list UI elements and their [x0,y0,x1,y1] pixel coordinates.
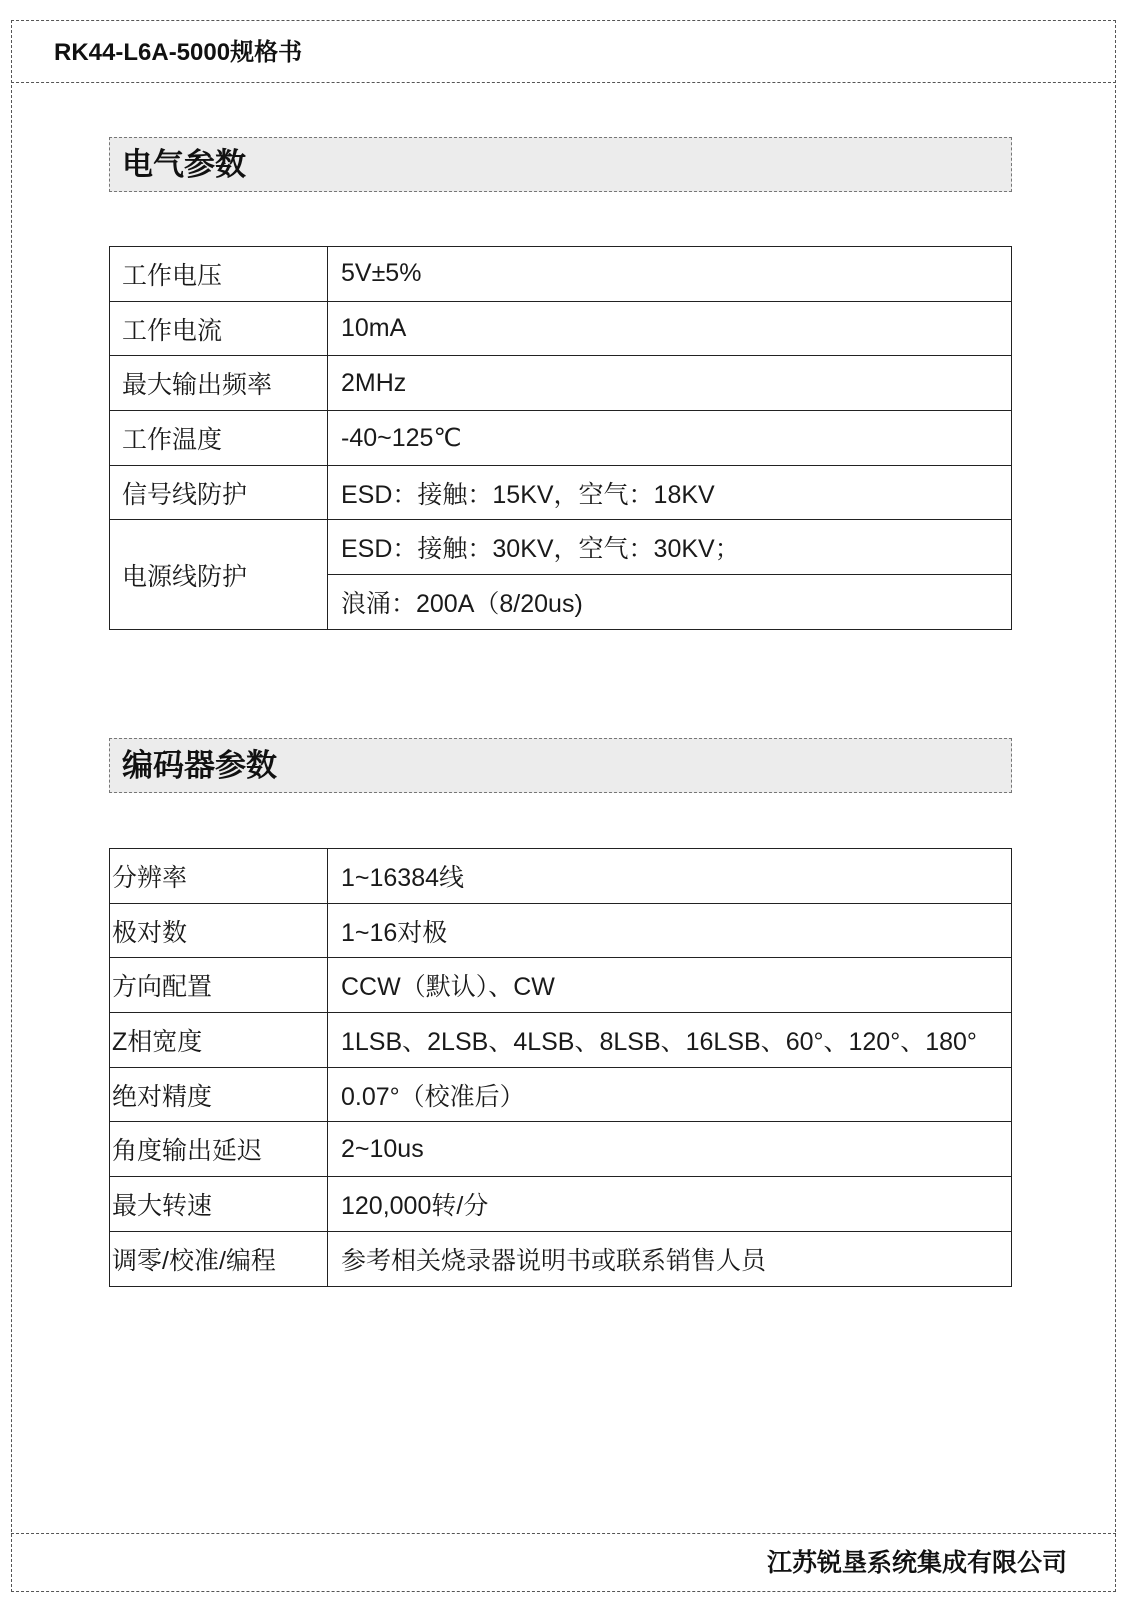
document-title: RK44-L6A-5000规格书 [54,39,303,66]
param-label: Z相宽度 [110,1013,328,1068]
param-value: 2~10us [328,1122,1012,1177]
header-divider [11,82,1116,83]
param-value: 参考相关烧录器说明书或联系销售人员 [328,1231,1012,1286]
table-row [110,520,1012,575]
param-label: 工作温度 [110,411,328,466]
table-row [110,958,1012,1013]
table-row [110,356,1012,411]
param-value: 5V±5% [328,247,1012,302]
table-row [110,247,1012,302]
param-value: 浪涌：200A（8/20us) [328,575,1012,630]
param-value: -40~125℃ [328,411,1012,466]
table-row [110,1177,1012,1232]
param-label: 最大转速 [110,1177,328,1232]
param-label: 角度输出延迟 [110,1122,328,1177]
encoder-parameters-table [109,848,1012,1287]
table-row [110,903,1012,958]
param-value: 0.07°（校准后） [328,1067,1012,1122]
param-label: 调零/校准/编程 [110,1231,328,1286]
param-value: ESD：接触：15KV，空气：18KV [328,465,1012,520]
param-label: 极对数 [110,903,328,958]
electrical-section-heading: 电气参数 [109,137,1012,192]
table-row [110,411,1012,466]
company-name: 江苏锐垦系统集成有限公司 [766,1549,1067,1577]
param-label: 绝对精度 [110,1067,328,1122]
param-label: 工作电流 [110,301,328,356]
param-value: 2MHz [328,356,1012,411]
encoder-section-heading: 编码器参数 [109,738,1012,793]
param-label: 方向配置 [110,958,328,1013]
param-label: 工作电压 [110,247,328,302]
param-value: 1LSB、2LSB、4LSB、8LSB、16LSB、60°、120°、180° [328,1013,1012,1068]
param-label: 信号线防护 [110,465,328,520]
table-row [110,1122,1012,1177]
param-value: CCW（默认）、CW [328,958,1012,1013]
param-value: 10mA [328,301,1012,356]
param-value: 1~16对极 [328,903,1012,958]
param-value: ESD：接触：30KV，空气：30KV； [328,520,1012,575]
param-label: 电源线防护 [110,520,328,629]
table-row [110,1231,1012,1286]
param-label: 最大输出频率 [110,356,328,411]
param-value: 1~16384线 [328,849,1012,904]
param-value: 120,000转/分 [328,1177,1012,1232]
table-row [110,1067,1012,1122]
table-row [110,1013,1012,1068]
table-row [110,465,1012,520]
param-label: 分辨率 [110,849,328,904]
table-row [110,849,1012,904]
electrical-parameters-table [109,246,1012,630]
footer-divider [11,1533,1116,1534]
table-row [110,301,1012,356]
